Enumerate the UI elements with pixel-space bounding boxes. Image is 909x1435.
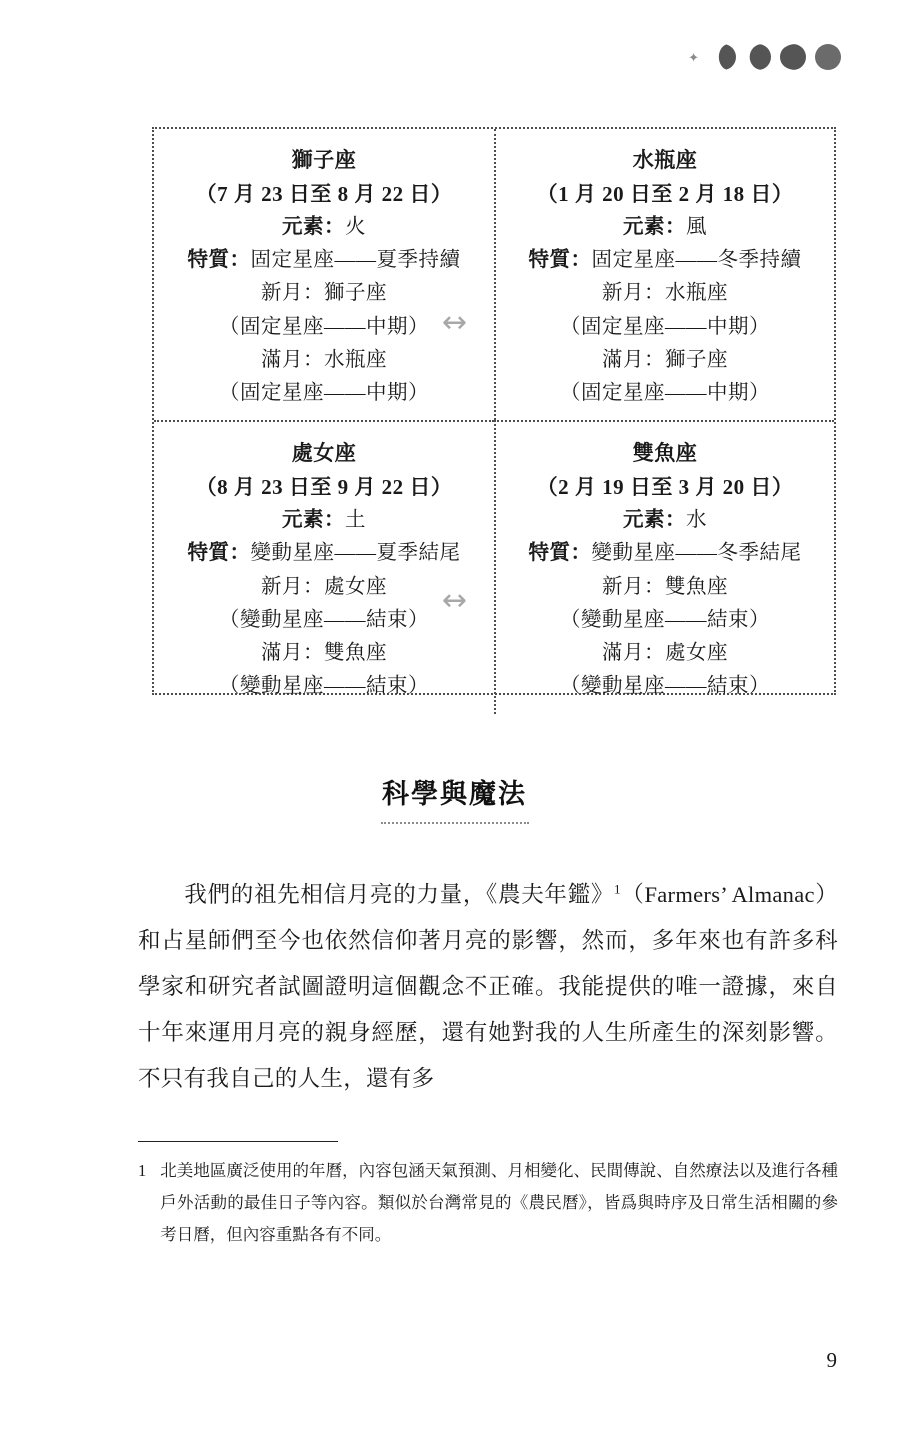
moon-phase-decoration: [688, 44, 841, 70]
trait-value: 固定星座——夏季持續: [250, 249, 461, 272]
trait-row: [514, 537, 816, 570]
zodiac-comparison-table: [152, 127, 836, 698]
element-label: 元素：: [282, 216, 345, 239]
trait-row: [514, 244, 816, 277]
table-cell-virgo: [154, 420, 494, 713]
element-value: 土: [345, 509, 366, 532]
footnote: [138, 1155, 838, 1252]
new-moon-value: 獅子座: [324, 282, 387, 305]
trait-value: 固定星座——冬季持續: [591, 249, 802, 272]
heading-divider: [381, 822, 529, 824]
footnote-divider: [138, 1141, 338, 1142]
element-label: 元素：: [623, 216, 686, 239]
full-moon-note: （變動星座——結束）: [560, 675, 770, 698]
trait-row: [172, 537, 476, 570]
new-moon-label: 新月：: [602, 282, 665, 305]
new-moon-label: 新月：: [261, 575, 324, 598]
full-moon-value: 雙魚座: [324, 642, 387, 665]
new-moon-value: 處女座: [324, 575, 387, 598]
new-moon-row: [514, 277, 816, 310]
sign-dates: （7 月 23 日至 8 月 22 日）: [195, 182, 453, 207]
sign-name: 獅子座: [291, 148, 357, 172]
sign-dates: （1 月 20 日至 2 月 18 日）: [536, 182, 794, 207]
full-moon-row: [514, 637, 816, 670]
full-moon-label: 滿月：: [261, 348, 324, 371]
full-moon-row: [514, 344, 816, 377]
footnote-number: 1: [138, 1161, 147, 1180]
full-moon-row: [172, 344, 476, 377]
crescent-large-icon: [780, 44, 806, 70]
crescent-small-icon: [710, 44, 736, 70]
element-value: 風: [686, 216, 707, 239]
crescent-medium-icon: [745, 44, 771, 70]
paragraph-part-1: 我們的祖先相信月亮的力量，《農夫年鑑》: [184, 882, 615, 907]
element-row: [514, 211, 816, 244]
full-moon-value: 水瓶座: [324, 348, 387, 371]
trait-label: 特質：: [528, 542, 592, 565]
element-label: 元素：: [623, 509, 686, 532]
section-heading-text: 科學與魔法: [382, 779, 527, 809]
sparkle-icon: ✦: [688, 49, 699, 65]
full-moon-note: （固定星座——中期）: [219, 382, 429, 405]
paragraph-part-2: （Farmers’ Almanac）和占星師們至今也依然信仰著月亮的影響，然而，多年來也有許多科學家和研究者試圖證明這個觀念不正確。我能提供的唯一證據，來自十年來運用月亮的親身經歷，還有她對我的人生所產生的深刻影響。不只有我自己的人生，還有多: [138, 882, 839, 1091]
new-moon-value: 雙魚座: [665, 575, 728, 598]
element-row: [172, 211, 476, 244]
footnote-marker: 1: [614, 881, 621, 897]
new-moon-note: （固定星座——中期）: [219, 315, 429, 338]
trait-label: 特質：: [187, 249, 251, 272]
trait-label: 特質：: [187, 542, 251, 565]
sign-dates: （2 月 19 日至 3 月 20 日）: [536, 475, 794, 500]
new-moon-label: 新月：: [261, 282, 324, 305]
full-moon-note: （固定星座——中期）: [560, 382, 770, 405]
full-moon-label: 滿月：: [261, 642, 324, 665]
new-moon-note: （固定星座——中期）: [560, 315, 770, 338]
full-moon-label: 滿月：: [602, 348, 665, 371]
element-row: [514, 504, 816, 537]
trait-row: [172, 244, 476, 277]
element-label: 元素：: [282, 509, 345, 532]
sign-dates: （8 月 23 日至 9 月 22 日）: [195, 475, 453, 500]
footnote-text: 北美地區廣泛使用的年曆，內容包涵天氣預測、月相變化、民間傳說、自然療法以及進行各種戶外活動的最佳日子等內容。類似於台灣常見的《農民曆》，皆爲與時序及日常生活相關的參考日曆，但內容重點各有不同。: [160, 1161, 838, 1245]
sign-name: 水瓶座: [632, 148, 698, 172]
sign-name: 雙魚座: [632, 441, 698, 466]
element-value: 火: [345, 216, 366, 239]
new-moon-note: （變動星座——結束）: [219, 608, 429, 631]
element-value: 水: [686, 509, 707, 532]
sign-name: 處女座: [291, 441, 357, 466]
pairing-arrow-icon-top: ↔: [429, 310, 481, 336]
trait-label: 特質：: [528, 249, 592, 272]
table-cell-aquarius: [494, 129, 834, 420]
full-moon-label: 滿月：: [602, 642, 665, 665]
new-moon-note: （變動星座——結束）: [560, 608, 770, 631]
full-moon-row: [172, 637, 476, 670]
table-cell-leo: [154, 129, 494, 420]
new-moon-row: [514, 571, 816, 604]
trait-value: 變動星座——冬季結尾: [591, 542, 802, 565]
full-moon-value: 處女座: [665, 642, 728, 665]
trait-value: 變動星座——夏季結尾: [250, 542, 461, 565]
new-moon-value: 水瓶座: [665, 282, 728, 305]
full-moon-value: 獅子座: [665, 348, 728, 371]
page-number: 9: [826, 1348, 837, 1372]
new-moon-label: 新月：: [602, 575, 665, 598]
table-cell-pisces: [494, 420, 834, 713]
new-moon-row: [172, 277, 476, 310]
body-paragraph: [138, 872, 838, 1101]
pairing-arrow-icon-bottom: ↔: [429, 588, 481, 614]
section-heading: [0, 772, 909, 824]
full-moon-note: （變動星座——結束）: [219, 675, 429, 698]
element-row: [172, 504, 476, 537]
full-moon-icon: [815, 44, 841, 70]
